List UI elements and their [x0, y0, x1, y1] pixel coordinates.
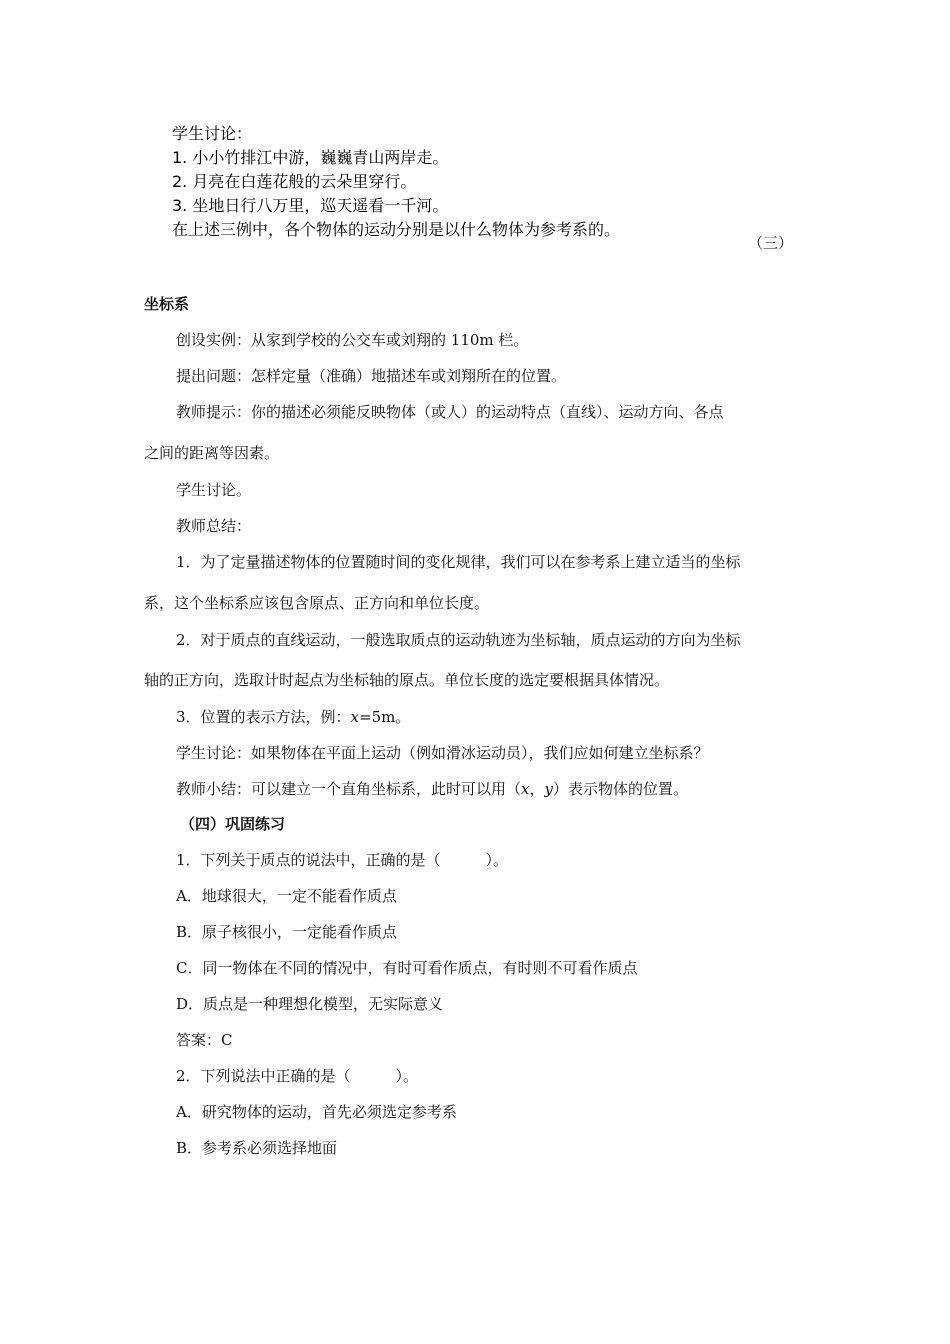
variable-x: x [521, 780, 530, 798]
question: 2．下列说法中正确的是（ ）。 [176, 1067, 419, 1085]
discussion-item: 1. 小小竹排江中游，巍巍青山两岸走。 [172, 148, 449, 167]
paragraph [176, 779, 688, 799]
paragraph: 创设实例：从家到学校的公交车或刘翔的 110m 栏。 [176, 331, 529, 349]
paragraph: 1．为了定量描述物体的位置随时间的变化规律，我们可以在参考系上建立适当的坐标 [176, 553, 741, 571]
option: C．同一物体在不同的情况中，有时可看作质点，有时则不可看作质点 [176, 959, 638, 977]
discussion-question: 在上述三例中，各个物体的运动分别是以什么物体为参考系的。 [172, 220, 621, 239]
question: 1．下列关于质点的说法中，正确的是（ ）。 [176, 851, 509, 869]
paragraph: 教师提示：你的描述必须能反映物体（或人）的运动特点（直线）、运动方向、各点 [176, 403, 724, 421]
discussion-item: 2. 月亮在白莲花般的云朵里穿行。 [172, 172, 417, 191]
discussion-item: 3. 坐地日行八万里，巡天遥看一千河。 [172, 196, 449, 215]
text: 3．位置的表示方法，例： [176, 708, 351, 726]
section-heading: 坐标系 [144, 295, 190, 313]
option: B．参考系必须选择地面 [176, 1139, 338, 1157]
text: ）表示物体的位置。 [552, 780, 688, 798]
paragraph: 学生讨论：如果物体在平面上运动（例如滑冰运动员），我们应如何建立坐标系？ [176, 744, 709, 762]
variable-x: x [350, 708, 360, 726]
option: B．原子核很小，一定能看作质点 [176, 923, 398, 941]
practice-heading: （四）巩固练习 [180, 815, 286, 833]
paragraph: 2．对于质点的直线运动，一般选取质点的运动轨迹为坐标轴，质点运动的方向为坐标 [176, 631, 741, 649]
variable-y: y [544, 780, 553, 798]
paragraph: 提出问题：怎样定量（准确）地描述车或刘翔所在的位置。 [176, 367, 567, 385]
paragraph: 轴的正方向，选取计时起点为坐标轴的原点。单位长度的选定要根据具体情况。 [144, 671, 670, 689]
paragraph: 之间的距离等因素。 [144, 444, 280, 462]
text: 教师小结：可以建立一个直角坐标系，此时可以用（ [176, 780, 522, 798]
answer: 答案：C [176, 1031, 233, 1049]
section-marker: （三） [748, 234, 794, 252]
discussion-title: 学生讨论： [172, 124, 253, 143]
paragraph: 学生讨论。 [176, 481, 252, 499]
text: ， [529, 780, 545, 798]
paragraph: 教师总结： [176, 517, 252, 535]
option: A．研究物体的运动，首先必须选定参考系 [176, 1103, 457, 1121]
option: D．质点是一种理想化模型，无实际意义 [176, 995, 444, 1013]
paragraph [176, 707, 410, 727]
text: =5m。 [359, 708, 411, 726]
paragraph: 系，这个坐标系应该包含原点、正方向和单位长度。 [144, 594, 490, 612]
option: A．地球很大，一定不能看作质点 [176, 887, 397, 905]
discussion-image [172, 122, 672, 252]
